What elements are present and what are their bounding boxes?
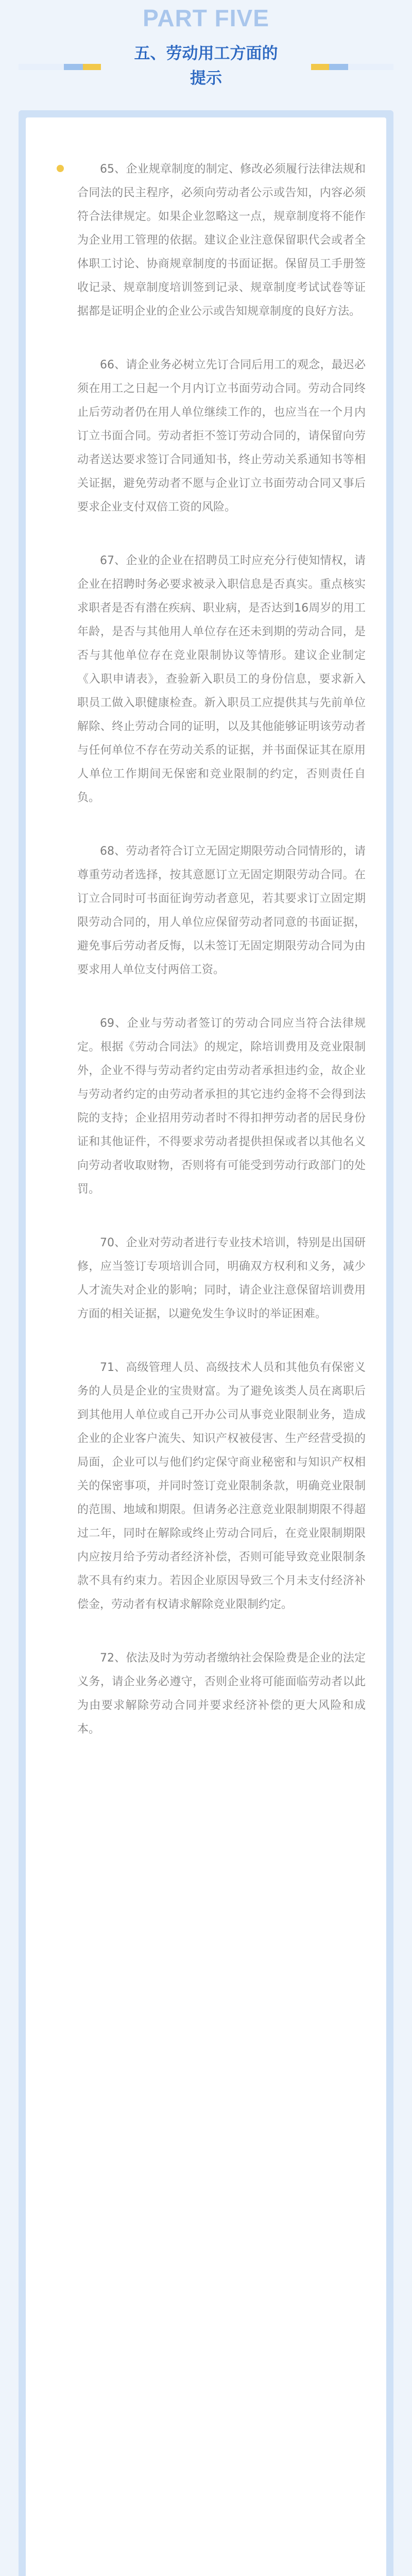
section-title-line1: 五、劳动用工方面的 — [134, 44, 278, 63]
paragraph-70: 70、企业对劳动者进行专业技术培训，特别是出国研修，应当签订专项培训合同，明确双方权利和义务，减少人才流失对企业的影响；同时，请企业注意保留培训费用方面的相关证据，以避免发生争议时的举证困难。 — [77, 1236, 366, 1320]
content-card — [26, 117, 386, 2576]
article-body — [77, 158, 366, 1771]
part-label: PART FIVE — [143, 5, 269, 31]
paragraph-71: 71、高级管理人员、高级技术人员和其他负有保密义务的人员是企业的宝贵财富。为了避免该类人员在离职后到其他用人单位或自己开办公司从事竞业限制业务，造成企业的企业客户流失、知识产权被侵害、生产经营受损的局面，企业可以与他们约定保守商业秘密和与知识产权相关的保密事项，并同时签订竞业限制条款，明确竞业限制的范围、地域和期限。但请务必注意竞业限制期限不得超过二年，同时在解除或终止劳动合同后，在竞业限制期限内应按月给予劳动者经济补偿，否则可能导致竞业限制条款不具有约束力。若因企业原因导致三个月未支付经济补偿金，劳动者有权请求解除竞业限制约定。 — [77, 1361, 366, 1611]
section-title-line2: 提示 — [190, 69, 222, 88]
paragraph-65: 65、企业规章制度的制定、修改必须履行法律法规和合同法的民主程序，必须向劳动者公示或告知，内容必须符合法律规定。如果企业忽略这一点，规章制度将不能作为企业用工管理的依据。建议企业注意保留职代会或者全体职工讨论、协商规章制度的书面证据。保留员工手册签收记录、规章制度培训签到记录、规章制度考试试卷等证据都是证明企业的企业公示或告知规章制度的良好方法。 — [77, 163, 366, 318]
content-frame — [19, 110, 393, 2576]
paragraph-68: 68、劳动者符合订立无固定期限劳动合同情形的，请尊重劳动者选择，按其意愿订立无固定期限劳动合同。在订立合同时可书面征询劳动者意见，若其要求订立固定期限劳动合同的，用人单位应保留劳动者同意的书面证据，避免事后劳动者反悔，以未签订无固定期限劳动合同为由要求用人单位支付两倍工资。 — [77, 845, 366, 976]
paragraph-72: 72、依法及时为劳动者缴纳社会保险费是企业的法定义务，请企业务必遵守，否则企业将可能面临劳动者以此为由要求解除劳动合同并要求经济补偿的更大风险和成本。 — [77, 1652, 366, 1736]
paragraph-66: 66、请企业务必树立先订合同后用工的观念，最迟必须在用工之日起一个月内订立书面劳动合同。劳动合同终止后劳动者仍在用人单位继续工作的，也应当在一个月内订立书面合同。劳动者拒不签订劳动合同的，请保留向劳动者送达要求签订合同通知书，终止劳动关系通知书等相关证据，避免劳动者不愿与企业订立书面劳动合同又事后要求企业支付双倍工资的风险。 — [77, 359, 366, 514]
bullet-dot-icon — [57, 165, 64, 172]
section-title — [0, 41, 412, 91]
paragraph-67: 67、企业的企业在招聘员工时应充分行使知情权，请企业在招聘时务必要求被录入职信息是否真实。重点核实求职者是否有潜在疾病、职业病，是否达到16周岁的用工年龄，是否与其他用人单位存在还未到期的劳动合同，是否与其他单位存在竞业限制协议等情形。建议企业制定《入职申请表》，查验新入职员工的身份信息，要求新入职员工做入职健康检查。新入职员工应提供其与先前单位解除、终止劳动合同的证明，以及其他能够证明该劳动者与任何单位不存在劳动关系的证据，并书面保证其在原用人单位工作期间无保密和竞业限制的约定，否则责任自负。 — [77, 554, 366, 804]
paragraph-69: 69、企业与劳动者签订的劳动合同应当符合法律规定。根据《劳动合同法》的规定，除培训费用及竞业限制外，企业不得与劳动者约定由劳动者承担违约金，故企业与劳动者约定的由劳动者承担的其它违约金将不会得到法院的支持；企业招用劳动者时不得扣押劳动者的居民身份证和其他证件，不得要求劳动者提供担保或者以其他名义向劳动者收取财物，否则将有可能受到劳动行政部门的处罚。 — [77, 1017, 366, 1196]
page-header — [0, 0, 412, 113]
